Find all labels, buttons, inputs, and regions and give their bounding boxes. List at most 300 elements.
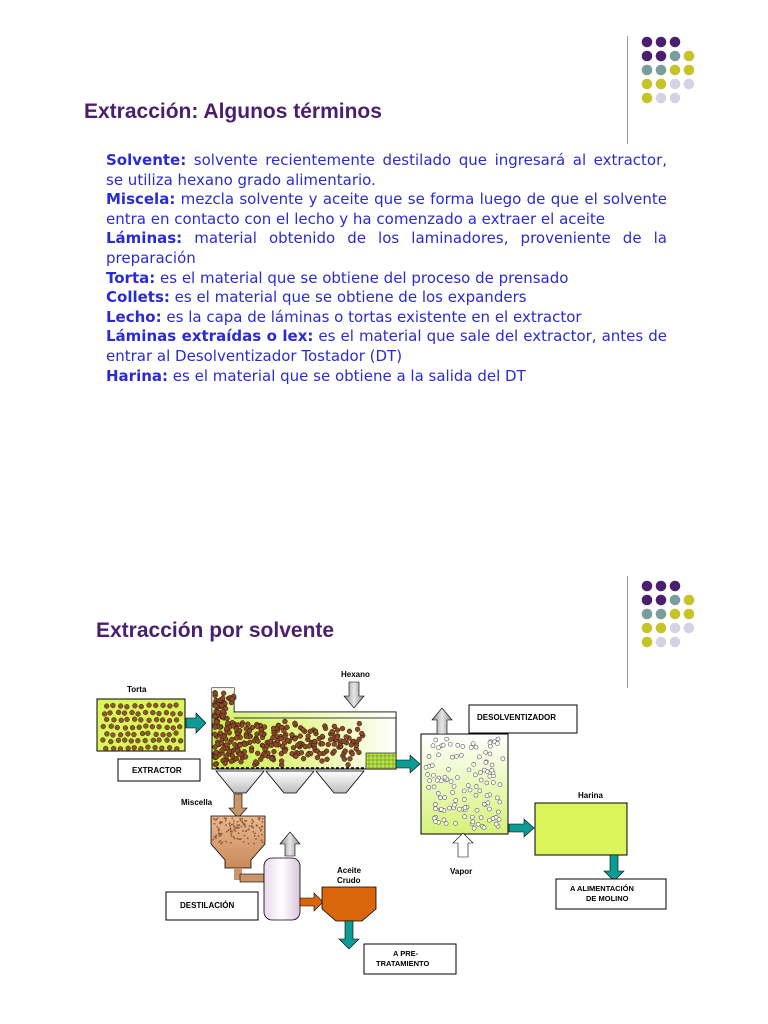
particle — [135, 738, 140, 743]
particle — [430, 764, 434, 768]
particle — [178, 711, 183, 716]
texture-dot — [214, 823, 216, 825]
particle — [145, 731, 150, 736]
texture-dot — [231, 818, 233, 820]
particle — [428, 779, 432, 783]
definition-term: Torta: — [106, 268, 156, 287]
particle — [249, 748, 254, 753]
particle — [295, 743, 300, 748]
aceite-crudo-label-line2: Crudo — [337, 876, 361, 885]
particle — [459, 753, 463, 757]
particle — [268, 739, 273, 744]
particle — [478, 771, 482, 775]
particle — [245, 722, 250, 727]
texture-dot — [244, 826, 246, 828]
particle — [224, 726, 229, 731]
particle — [150, 710, 155, 715]
texture-dot — [242, 830, 244, 832]
slide-title: Extracción: Algunos términos — [84, 100, 382, 123]
texture-dot — [214, 819, 216, 821]
particle — [153, 703, 158, 708]
definition-item — [106, 327, 667, 366]
particle — [335, 735, 340, 740]
extractor-to-desolventizer-arrow — [396, 755, 420, 773]
particle — [437, 753, 441, 757]
texture-dot — [251, 822, 253, 824]
particle — [230, 696, 235, 701]
particle — [439, 779, 443, 783]
texture-dot — [248, 828, 250, 830]
definitions-list — [106, 151, 667, 386]
definition-item — [106, 367, 667, 387]
vapor-up-arrow — [453, 833, 473, 857]
particle — [443, 796, 447, 800]
particle — [154, 732, 159, 737]
particle — [469, 745, 473, 749]
particle — [122, 738, 127, 743]
texture-dot — [247, 837, 249, 839]
particle — [279, 759, 284, 764]
particle — [255, 751, 260, 756]
texture-dot — [258, 819, 260, 821]
texture-dot — [256, 824, 258, 826]
texture-dot — [213, 818, 215, 820]
particle — [167, 732, 172, 737]
particle — [445, 737, 449, 741]
texture-dot — [231, 824, 233, 826]
texture-dot — [218, 841, 220, 843]
particle — [433, 802, 437, 806]
decorative-dot — [656, 79, 667, 90]
particle — [108, 710, 113, 715]
particle — [332, 742, 337, 747]
particle — [447, 767, 451, 771]
particle — [434, 819, 438, 823]
texture-dot — [231, 835, 233, 837]
texture-dot — [233, 820, 235, 822]
particle — [320, 759, 325, 764]
texture-dot — [215, 837, 217, 839]
particle — [125, 732, 130, 737]
particle — [437, 746, 441, 750]
decorative-dot — [656, 65, 667, 76]
particle — [357, 750, 362, 755]
decorative-dot — [670, 93, 681, 104]
particle — [344, 734, 349, 739]
particle — [320, 734, 325, 739]
texture-dot — [231, 831, 233, 833]
particle — [229, 737, 234, 742]
particle — [497, 817, 501, 821]
desolventizer-to-harina-arrow — [509, 819, 534, 837]
particle — [490, 763, 494, 767]
particle — [424, 765, 428, 769]
definition-text: solvente recientemente destilado que ingresará al extractor, se utiliza hexano grado alimentario. — [106, 151, 667, 189]
particle — [426, 772, 430, 776]
particle — [488, 774, 492, 778]
solvent-extraction-process-diagram — [0, 512, 768, 1024]
texture-dot — [225, 841, 227, 843]
particle — [132, 717, 137, 722]
particle — [488, 741, 492, 745]
particle — [221, 714, 226, 719]
particle — [449, 779, 453, 783]
particle — [448, 742, 452, 746]
texture-dot — [228, 823, 230, 825]
texture-dot — [242, 822, 244, 824]
decorative-dot-grid — [637, 32, 705, 132]
texture-dot — [214, 836, 216, 838]
definition-term: Harina: — [106, 366, 169, 385]
particle — [239, 759, 244, 764]
particle — [118, 732, 123, 737]
particle — [495, 742, 499, 746]
particle — [462, 789, 466, 793]
particle — [292, 721, 297, 726]
miscella-down-arrow — [229, 794, 247, 818]
particle — [332, 724, 337, 729]
particle — [161, 732, 166, 737]
particle — [157, 724, 162, 729]
definition-term: Lecho: — [106, 307, 162, 326]
particle — [343, 749, 348, 754]
particle — [213, 691, 218, 696]
particle — [482, 826, 486, 830]
texture-dot — [216, 826, 218, 828]
definition-term: Láminas extraídas o lex: — [106, 327, 314, 346]
particle — [350, 751, 355, 756]
texture-dot — [248, 843, 250, 845]
particle — [291, 745, 296, 750]
particle — [150, 724, 155, 729]
distillation-column — [264, 858, 300, 920]
particle — [479, 816, 483, 820]
decorative-dot — [642, 79, 653, 90]
particle — [476, 822, 480, 826]
particle — [436, 791, 440, 795]
particle — [164, 710, 169, 715]
texture-dot — [240, 838, 242, 840]
particle — [220, 696, 225, 701]
particle — [485, 781, 489, 785]
texture-dot — [233, 829, 235, 831]
particle — [151, 738, 156, 743]
particle — [256, 739, 261, 744]
particle — [479, 778, 483, 782]
definition-text: es el material que se obtiene a la salida del DT — [168, 366, 526, 385]
definition-item — [106, 288, 667, 308]
pretratamiento-label-line2: TRATAMIENTO — [376, 959, 430, 968]
particle — [472, 762, 476, 766]
particle — [154, 717, 159, 722]
texture-dot — [251, 819, 253, 821]
particle — [159, 746, 164, 751]
particle — [431, 744, 435, 748]
texture-dot — [261, 839, 263, 841]
particle — [471, 742, 475, 746]
particle — [456, 743, 460, 747]
particle — [474, 793, 478, 797]
texture-dot — [245, 830, 247, 832]
particle — [110, 733, 115, 738]
extractor-label: EXTRACTOR — [132, 766, 182, 775]
texture-dot — [252, 821, 254, 823]
texture-dot — [238, 832, 240, 834]
particle — [325, 757, 330, 762]
particle — [213, 704, 218, 709]
particle — [463, 815, 467, 819]
particle — [126, 746, 131, 751]
particle — [457, 807, 461, 811]
particle — [441, 743, 445, 747]
particle — [443, 775, 447, 779]
texture-dot — [262, 818, 264, 820]
particle — [138, 717, 143, 722]
decorative-dot — [656, 37, 667, 48]
texture-dot — [235, 830, 237, 832]
particle — [342, 757, 347, 762]
particle — [227, 730, 232, 735]
particle — [122, 711, 127, 716]
molino-label-line2: DE MOLINO — [586, 894, 629, 903]
definition-item — [106, 190, 667, 229]
decorative-divider-line — [627, 36, 628, 144]
texture-dot — [228, 829, 230, 831]
texture-dot — [237, 838, 239, 840]
extractor-hopper-1 — [216, 771, 264, 793]
harina-label: Harina — [578, 791, 603, 800]
texture-dot — [244, 820, 246, 822]
decorative-dot — [670, 51, 681, 62]
particle — [444, 822, 448, 826]
particle — [177, 724, 182, 729]
particle — [130, 710, 135, 715]
particle — [482, 802, 486, 806]
particle — [160, 718, 165, 723]
texture-dot — [241, 821, 243, 823]
particle — [435, 778, 439, 782]
particle — [232, 742, 237, 747]
particle — [452, 784, 456, 788]
texture-dot — [225, 824, 227, 826]
decorative-dot — [642, 93, 653, 104]
texture-dot — [255, 838, 257, 840]
pretratamiento-label-line1: A PRE- — [393, 949, 419, 958]
particle — [298, 734, 303, 739]
texture-dot — [241, 826, 243, 828]
particle — [475, 808, 479, 812]
particle — [213, 762, 218, 767]
texture-dot — [234, 838, 236, 840]
texture-dot — [233, 825, 235, 827]
particle — [242, 742, 247, 747]
particle — [301, 756, 306, 761]
extractor-hopper-2 — [266, 771, 314, 793]
particle — [171, 738, 176, 743]
decorative-dot — [670, 79, 681, 90]
particle — [132, 732, 137, 737]
definition-term: Solvente: — [106, 151, 187, 169]
texture-dot — [230, 833, 232, 835]
particle — [427, 754, 431, 758]
particle — [125, 717, 130, 722]
particle — [473, 773, 477, 777]
definition-item — [106, 308, 667, 328]
particle — [431, 773, 435, 777]
molino-label-line1: A ALIMENTACIÓN — [570, 884, 634, 893]
particle — [470, 815, 474, 819]
particle — [214, 755, 219, 760]
funnel-pipe-horizontal — [240, 874, 264, 882]
texture-dot — [233, 836, 235, 838]
particle — [498, 800, 502, 804]
torta-to-extractor-arrow — [186, 713, 206, 733]
particle — [143, 710, 148, 715]
slide-extraccion-por-solvente — [0, 512, 768, 1024]
particle — [147, 718, 152, 723]
texture-dot — [244, 835, 246, 837]
particle — [225, 721, 230, 726]
particle — [157, 738, 162, 743]
particle — [103, 746, 108, 751]
crude-oil-down-arrow — [339, 921, 359, 949]
particle — [484, 750, 488, 754]
particle — [129, 739, 134, 744]
particle — [312, 739, 317, 744]
particle — [171, 726, 176, 731]
texture-dot — [257, 835, 259, 837]
particle — [472, 826, 476, 830]
particle — [485, 794, 489, 798]
texture-dot — [239, 824, 241, 826]
particle — [100, 738, 105, 743]
hexano-down-arrow — [344, 682, 364, 708]
particle — [433, 807, 437, 811]
texture-dot — [229, 825, 231, 827]
particle — [143, 738, 148, 743]
particle — [258, 757, 263, 762]
particle — [308, 729, 313, 734]
particle — [137, 725, 142, 730]
hexano-label: Hexano — [341, 670, 370, 679]
particle — [450, 755, 454, 759]
decorative-dot — [656, 93, 667, 104]
extractor-hopper-3 — [316, 771, 364, 793]
texture-dot — [237, 821, 239, 823]
particle — [300, 727, 305, 732]
particle — [258, 731, 263, 736]
particle — [274, 742, 279, 747]
particle — [495, 796, 499, 800]
particle — [283, 719, 288, 724]
texture-dot — [229, 827, 231, 829]
particle — [238, 743, 243, 748]
particle — [116, 738, 121, 743]
particle — [438, 796, 442, 800]
texture-dot — [239, 818, 241, 820]
definition-text: es la capa de láminas o tortas existente en el extractor — [161, 307, 582, 326]
vapor-label: Vapor — [450, 867, 473, 876]
particle — [255, 724, 260, 729]
particle — [123, 726, 128, 731]
particle — [167, 745, 172, 750]
particle — [244, 734, 249, 739]
decorative-dot — [684, 51, 695, 62]
particle — [320, 741, 325, 746]
texture-dot — [259, 827, 261, 829]
particle — [124, 704, 129, 709]
particle — [221, 691, 226, 696]
texture-dot — [226, 831, 228, 833]
particle — [340, 726, 345, 731]
particle — [213, 725, 218, 730]
torta-label: Torta — [127, 685, 147, 694]
particle — [328, 737, 333, 742]
texture-dot — [224, 817, 226, 819]
particle — [161, 703, 166, 708]
texture-dot — [253, 843, 255, 845]
particle — [218, 731, 223, 736]
particle — [455, 776, 459, 780]
particle — [101, 724, 106, 729]
particle — [213, 714, 218, 719]
particle — [357, 721, 362, 726]
distillation-label: DESTILACIÓN — [180, 901, 235, 910]
texture-dot — [262, 821, 264, 823]
particle — [477, 755, 481, 759]
particle — [455, 754, 459, 758]
particle — [111, 746, 116, 751]
particle — [118, 704, 123, 709]
particle — [313, 729, 318, 734]
texture-dot — [254, 833, 256, 835]
texture-dot — [259, 817, 261, 819]
texture-dot — [233, 823, 235, 825]
particle — [220, 748, 225, 753]
texture-dot — [243, 841, 245, 843]
particle — [474, 784, 478, 788]
texture-dot — [244, 823, 246, 825]
particle — [219, 741, 224, 746]
miscella-label: Miscella — [181, 798, 213, 807]
particle — [220, 709, 225, 714]
particle — [494, 822, 498, 826]
particle — [165, 738, 170, 743]
particle — [294, 754, 299, 759]
texture-dot — [220, 821, 222, 823]
particle — [102, 712, 107, 717]
particle — [237, 728, 242, 733]
particle — [467, 768, 471, 772]
particle — [349, 743, 354, 748]
particle — [468, 788, 472, 792]
desolventizer-vapor-up-arrow — [432, 708, 452, 734]
particle — [330, 729, 335, 734]
texture-dot — [261, 826, 263, 828]
texture-dot — [230, 842, 232, 844]
harina-box — [535, 803, 627, 855]
texture-dot — [218, 829, 220, 831]
particle — [454, 798, 458, 802]
particle — [130, 725, 135, 730]
particle — [272, 749, 277, 754]
particle — [229, 759, 234, 764]
particle — [484, 761, 488, 765]
definition-text: es el material que se obtiene de los expanders — [169, 288, 527, 307]
definition-term: Miscela: — [106, 190, 176, 209]
texture-dot — [212, 839, 214, 841]
particle — [174, 746, 179, 751]
